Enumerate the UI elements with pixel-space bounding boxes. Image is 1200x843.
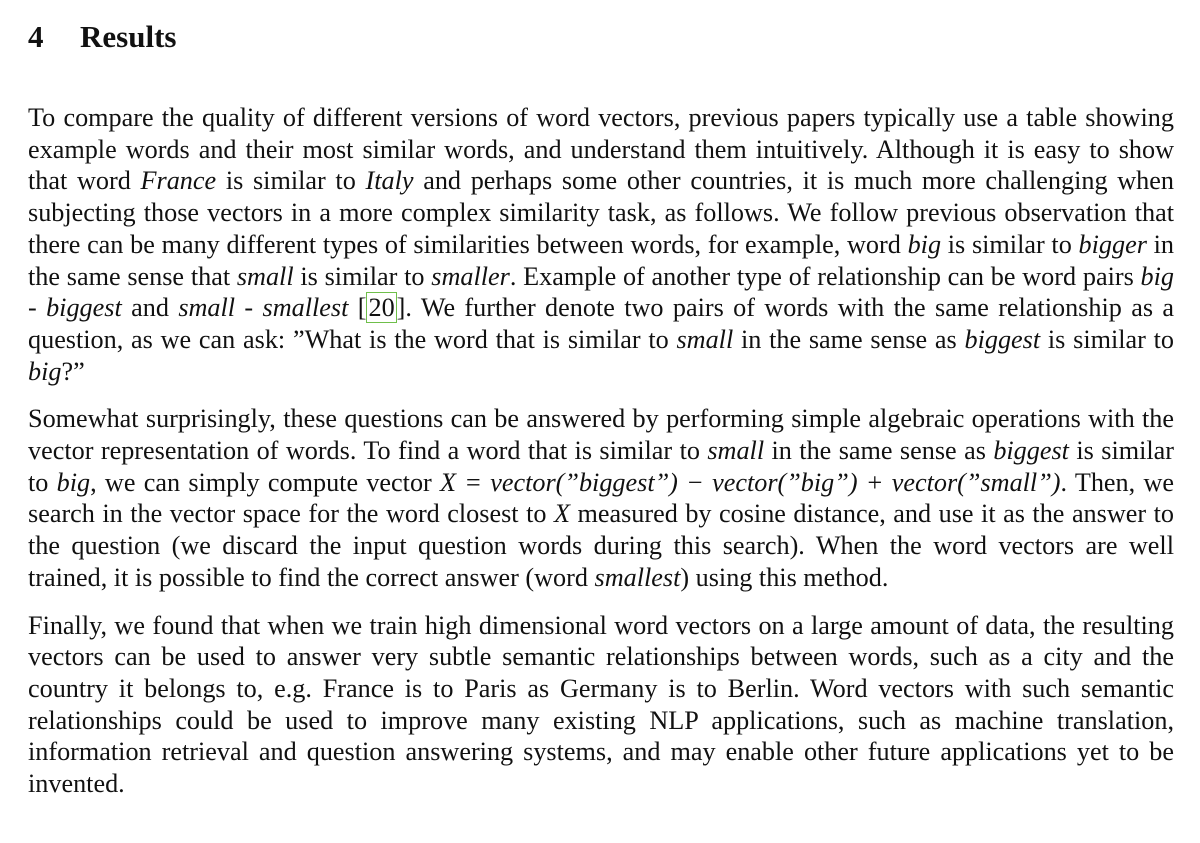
math-expression: X — [553, 499, 570, 529]
text-run: ?” — [61, 356, 85, 386]
citation-link[interactable]: 20 — [368, 293, 395, 323]
italic-term: big — [28, 356, 62, 386]
section-title: Results — [80, 19, 177, 54]
text-run: is similar to — [1040, 324, 1174, 354]
text-run: ]. We further denote two pairs of words with the same relationship as a question, as we can ask: ”What is the word that is similar to — [28, 293, 1175, 354]
italic-term: biggest — [993, 436, 1069, 466]
italic-term: small — [707, 436, 765, 466]
text-run: Finally, we found that when we train high dimensional word vectors on a large amount of data, the resulting vectors can be used to answer very subtle semantic relationships between words, such as a city and the country it belongs to, e.g. France is to Paris as Germany is to Berlin. Word vectors with such semantic relationships could be used to improve many existing NLP applications, such as machine translation, information retrieval and question answering systems, and may enable other future applications yet to be invented. — [28, 610, 1174, 799]
paragraph-conclusion — [28, 610, 1174, 800]
text-run: is similar to — [941, 229, 1079, 259]
paragraph-intro — [28, 102, 1174, 387]
paper-page — [28, 14, 1174, 800]
text-run: , we can simply compute vector — [90, 467, 441, 497]
italic-term: big — [56, 467, 91, 497]
text-run: is similar to — [28, 436, 1174, 497]
text-run: in the same sense as — [733, 324, 965, 354]
italic-term: biggest — [964, 324, 1041, 354]
text-run: To compare the quality of different versions of word vectors, previous papers typically use a table showing example words and their most similar words, and understand them intuitively. Although it is easy to show that word — [28, 103, 1174, 196]
text-run: ) using this method. — [680, 562, 889, 592]
text-run: measured by cosine distance, and use it as the answer to the question (we discard the input question words during this search). When the word vectors are well trained, it is possible to find the correct answer (word — [28, 499, 1174, 592]
section-number: 4 — [28, 19, 44, 54]
italic-term: France — [140, 166, 217, 196]
math-expression: X = vector(”biggest”) − vector(”big”) + vector(”small”) — [440, 467, 1061, 497]
text-run: . Then, we search in the vector space for the word closest to — [28, 467, 1174, 529]
italic-term: bigger — [1078, 229, 1147, 259]
text-run: and — [121, 293, 179, 323]
italic-term: smaller — [431, 261, 510, 291]
text-run: Somewhat surprisingly, these questions can be answered by performing simple algebraic operations with the vector representation of words. To find a word that is similar to — [28, 404, 1174, 466]
text-run: is similar to — [216, 166, 366, 196]
text-run: and perhaps some other countries, it is much more challenging when subjecting those vectors in a more complex similarity task, as follows. We follow previous observation that there can be many different types of similarities between words, for example, word — [28, 166, 1174, 259]
text-run: in the same sense as — [764, 436, 994, 466]
italic-term: Italy — [365, 166, 414, 196]
paragraph-algebra — [28, 403, 1174, 593]
text-run: in the same sense that — [28, 229, 1175, 291]
text-run: is similar to — [293, 261, 432, 291]
math-expression: smallest — [594, 562, 681, 592]
section-heading — [28, 14, 1174, 60]
italic-term: small — [236, 261, 294, 291]
italic-term: big - biggest — [28, 261, 1174, 323]
text-run: . Example of another type of relationship can be word pairs — [509, 261, 1141, 291]
italic-term: small — [676, 324, 734, 354]
text-run: [ — [348, 293, 367, 323]
italic-term: big — [907, 229, 942, 259]
italic-term: small - smallest — [178, 293, 349, 323]
